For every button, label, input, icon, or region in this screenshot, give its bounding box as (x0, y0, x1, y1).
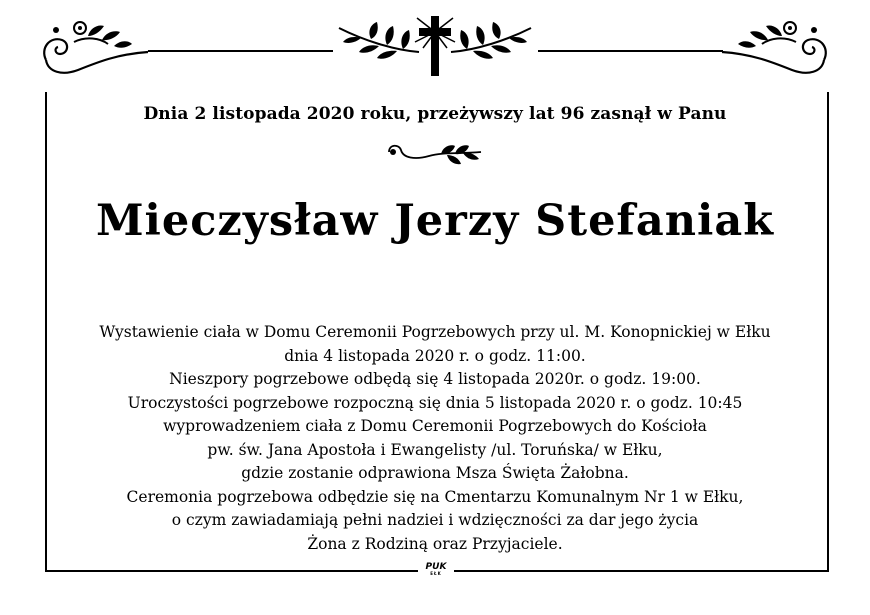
details-line: Żona z Rodziną oraz Przyjaciele. (307, 534, 563, 553)
details-line: wyprowadzeniem ciała z Domu Ceremonii Pogrzebowych do Kościoła (163, 417, 707, 435)
details-line: o czym zawiadamiają pełni nadziei i wdzięczności za dar jego życia (171, 511, 699, 529)
details-line: Wystawienie ciała w Domu Ceremonii Pogrzebowych przy ul. M. Konopnickiej w Ełku (99, 323, 771, 341)
logo-text: PUK (425, 562, 447, 572)
deceased-name: Mieczysław Jerzy Stefaniak (95, 196, 775, 246)
top-rule-right (538, 50, 723, 52)
details-line: Uroczystości pogrzebowe rozpoczną się dnia 5 listopada 2020 r. o godz. 10:45 (127, 393, 743, 412)
funeral-details (0, 321, 870, 556)
details-line: dnia 4 listopada 2020 r. o godz. 11:00. (284, 346, 586, 365)
puk-logo (418, 563, 454, 579)
death-date-line: Dnia 2 listopada 2020 roku, przeżywszy lat 96 zasnął w Panu (143, 104, 727, 124)
details-line: Ceremonia pogrzebowa odbędzie się na Cmentarzu Komunalnym Nr 1 w Ełku, (126, 487, 744, 506)
top-rule-left (148, 50, 333, 52)
corner-flourish-right-icon (720, 14, 832, 84)
logo-subtext: EŁK (430, 571, 442, 576)
details-line: gdzie zostanie odprawiona Msza Święta Żałobna. (241, 464, 629, 482)
details-line: pw. św. Jana Apostoła i Ewangelisty /ul. Toruńska/ w Ełku, (207, 440, 663, 459)
cross-with-laurel-branches-icon (333, 12, 537, 80)
divider-flourish-icon (385, 140, 485, 168)
corner-flourish-left-icon (38, 14, 150, 84)
details-line: Nieszpory pogrzebowe odbędą się 4 listopada 2020r. o godz. 19:00. (169, 370, 701, 388)
